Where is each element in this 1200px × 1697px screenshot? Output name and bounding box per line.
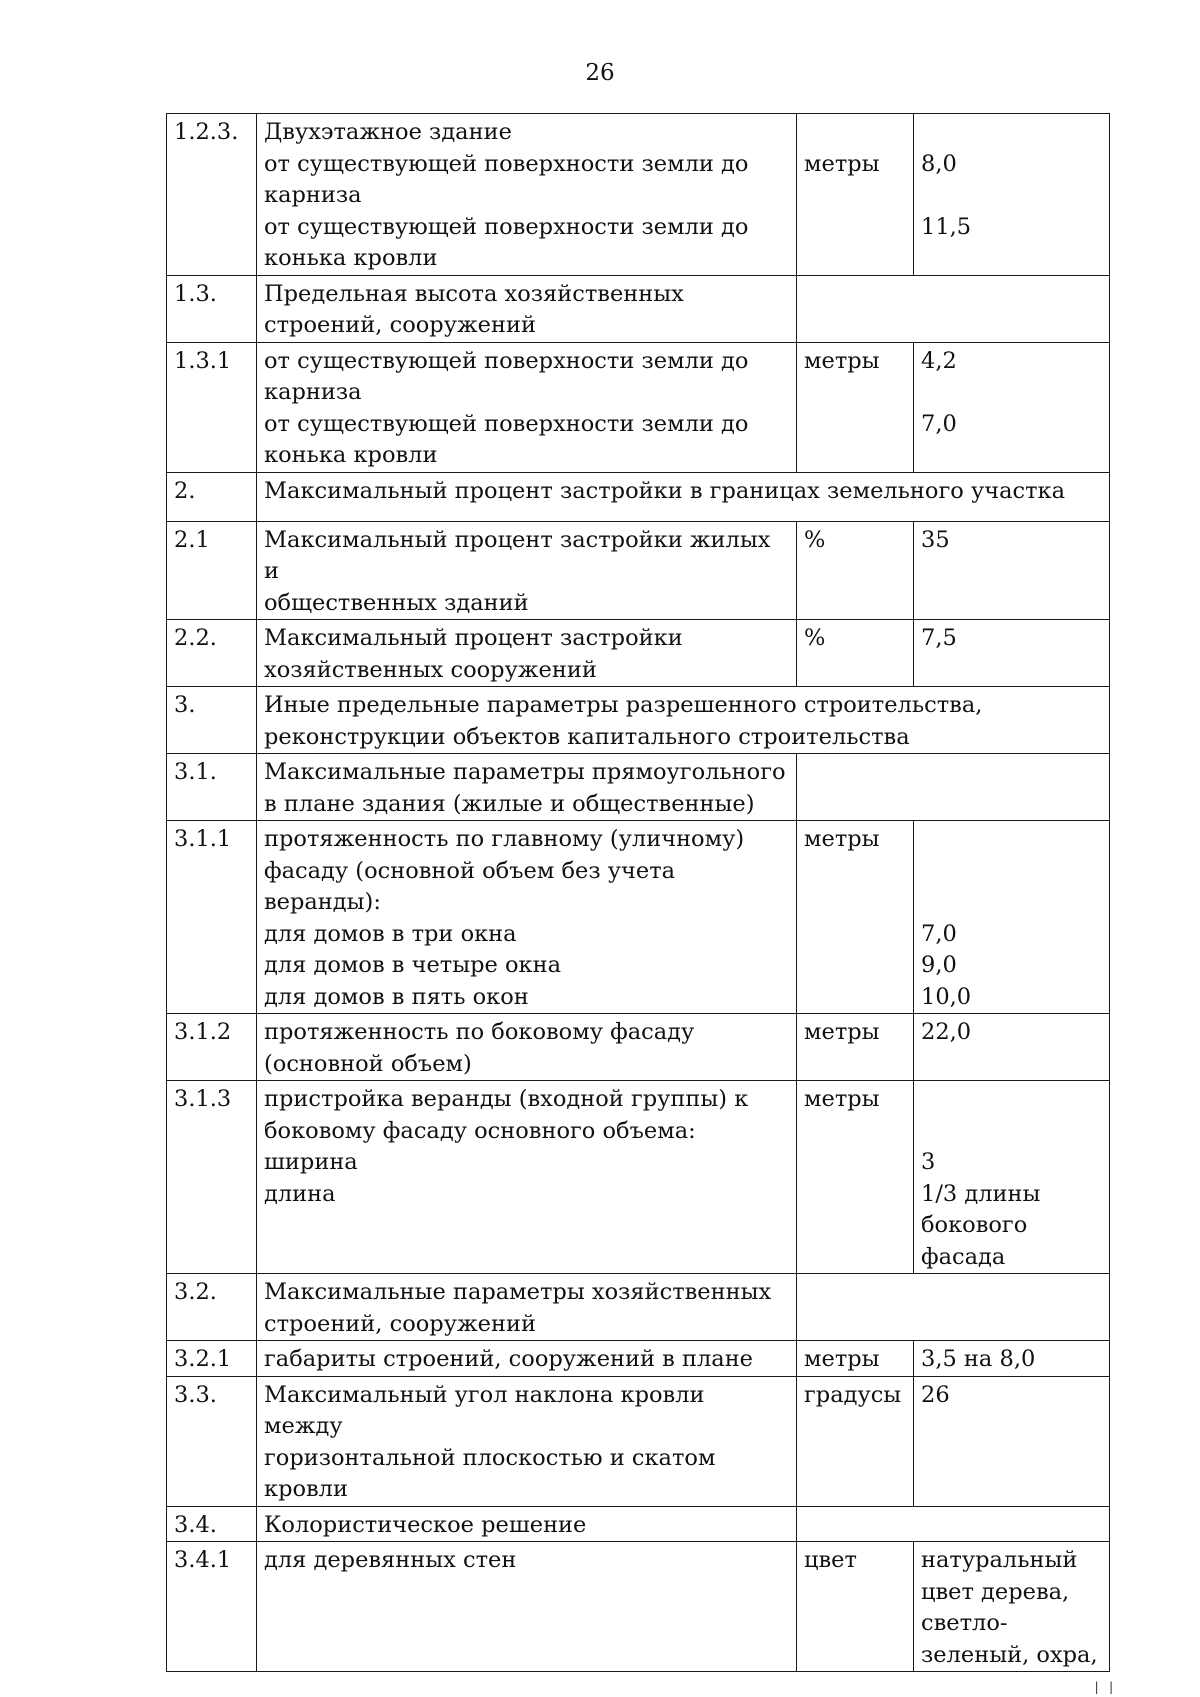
row-unit: цвет: [797, 1542, 914, 1672]
desc-line: Двухэтажное здание: [264, 119, 512, 145]
row-value: 7,5: [914, 620, 1110, 687]
row-number: 3.1.1: [167, 821, 257, 1014]
row-number: 3.3.: [167, 1376, 257, 1506]
row-description: [257, 1014, 797, 1081]
row-description: [257, 821, 797, 1014]
value-text: натуральный: [921, 1547, 1078, 1573]
row-description: для деревянных стен: [257, 1542, 797, 1672]
row-number: 3.4.1: [167, 1542, 257, 1672]
table-row: [167, 114, 1110, 276]
desc-line: в плане здания (жилые и общественные): [264, 790, 755, 817]
row-number: 1.3.1: [167, 342, 257, 472]
page-number: 26: [585, 60, 615, 86]
desc-line: для домов в четыре окна: [264, 952, 562, 978]
row-value: [914, 821, 1110, 1014]
table-row: [167, 1081, 1110, 1274]
desc-line: реконструкции объектов капитального строительства: [264, 723, 910, 750]
row-description: [257, 342, 797, 472]
desc-line: протяженность по главному (уличному): [264, 826, 745, 852]
table-row: [167, 687, 1110, 754]
desc-line: хозяйственных сооружений: [264, 656, 597, 683]
row-unit: %: [797, 521, 914, 620]
desc-line: карниза: [264, 182, 362, 208]
row-empty-cell: [797, 1274, 1110, 1341]
parameters-table: [166, 113, 1110, 1672]
desc-line: пристройка веранды (входной группы) к: [264, 1086, 749, 1112]
desc-line: веранды):: [264, 889, 381, 915]
value-text: 11,5: [921, 213, 972, 240]
value-text: зеленый, охра,: [921, 1641, 1098, 1668]
section-heading: [257, 687, 1110, 754]
value-text: бокового: [921, 1212, 1028, 1238]
desc-line: длина: [264, 1180, 336, 1207]
table-row: [167, 1014, 1110, 1081]
scan-artifact-mark: | |: [1093, 1680, 1115, 1694]
desc-line: Иные предельные параметры разрешенного строительства,: [264, 692, 983, 718]
row-unit: метры: [797, 821, 914, 1014]
value-text: 9,0: [921, 952, 957, 978]
table-row: [167, 754, 1110, 821]
value-text: цвет дерева,: [921, 1578, 1070, 1605]
row-description: габариты строений, сооружений в плане: [257, 1341, 797, 1377]
desc-line: строений, сооружений: [264, 1310, 536, 1337]
row-value: 3,5 на 8,0: [914, 1341, 1110, 1377]
desc-line: от существующей поверхности земли до: [264, 213, 749, 240]
table-row: [167, 342, 1110, 472]
table-row: [167, 821, 1110, 1014]
desc-line: Максимальные параметры хозяйственных: [264, 1279, 772, 1305]
desc-line: ширина: [264, 1149, 358, 1175]
row-number: 3.4.: [167, 1506, 257, 1542]
row-unit: градусы: [797, 1376, 914, 1506]
row-description: Колористическое решение: [257, 1506, 797, 1542]
row-unit: [797, 114, 914, 276]
value-text: 7,0: [921, 410, 957, 437]
table-row: [167, 620, 1110, 687]
table-row: [167, 1506, 1110, 1542]
table-row: [167, 1376, 1110, 1506]
desc-line: Предельная высота хозяйственных: [264, 280, 684, 307]
row-value: [914, 1081, 1110, 1274]
desc-line: для домов в пять окон: [264, 983, 529, 1010]
row-description: [257, 1274, 797, 1341]
desc-line: протяженность по боковому фасаду: [264, 1019, 695, 1045]
row-value: [914, 114, 1110, 276]
row-number: 1.3.: [167, 275, 257, 342]
desc-line: Максимальный процент застройки: [264, 625, 683, 651]
row-unit: метры: [797, 342, 914, 472]
row-description: [257, 754, 797, 821]
desc-line: от существующей поверхности земли до: [264, 410, 749, 437]
section-heading: Максимальный процент застройки в границах земельного участка: [257, 472, 1110, 521]
row-number: 1.2.3.: [167, 114, 257, 276]
desc-line: кровли: [264, 1476, 348, 1502]
row-empty-cell: [797, 1506, 1110, 1542]
desc-line: Максимальный процент застройки жилых и: [264, 526, 771, 584]
row-description: [257, 114, 797, 276]
row-description: [257, 1081, 797, 1274]
value-text: светло-: [921, 1610, 1008, 1636]
row-number: 3.1.: [167, 754, 257, 821]
table-row: [167, 521, 1110, 620]
row-number: 2.2.: [167, 620, 257, 687]
row-unit: метры: [797, 1081, 914, 1274]
desc-line: карниза: [264, 379, 362, 405]
table-row: [167, 1341, 1110, 1377]
row-empty-cell: [797, 275, 1110, 342]
desc-line: горизонтальной плоскостью и скатом: [264, 1444, 716, 1471]
row-description: [257, 620, 797, 687]
value-text: 8,0: [921, 150, 957, 177]
table-row: [167, 1274, 1110, 1341]
row-description: [257, 275, 797, 342]
desc-line: от существующей поверхности земли до: [264, 347, 749, 374]
row-empty-cell: [797, 754, 1110, 821]
row-value: 26: [914, 1376, 1110, 1506]
value-text: 7,0: [921, 920, 957, 947]
row-number: 3.: [167, 687, 257, 754]
row-unit: %: [797, 620, 914, 687]
table-row: [167, 472, 1110, 521]
row-unit: метры: [797, 1341, 914, 1377]
row-value: [914, 342, 1110, 472]
desc-line: строений, сооружений: [264, 312, 536, 338]
row-number: 2.: [167, 472, 257, 521]
desc-line: Максимальные параметры прямоугольного: [264, 759, 786, 785]
value-text: 4,2: [921, 347, 957, 374]
row-description: [257, 1376, 797, 1506]
table-row: [167, 1542, 1110, 1672]
desc-line: боковому фасаду основного объема:: [264, 1117, 696, 1144]
value-text: 3: [921, 1149, 936, 1175]
value-text: 10,0: [921, 983, 972, 1010]
desc-line: фасаду (основной объем без учета: [264, 857, 676, 884]
desc-line: от существующей поверхности земли до: [264, 150, 749, 177]
row-number: 3.2.1: [167, 1341, 257, 1377]
table-row: [167, 275, 1110, 342]
row-number: 3.1.2: [167, 1014, 257, 1081]
desc-line: конька кровли: [264, 442, 438, 468]
row-value: 22,0: [914, 1014, 1110, 1081]
desc-line: конька кровли: [264, 245, 438, 271]
value-text: фасада: [921, 1243, 1006, 1270]
desc-line: общественных зданий: [264, 589, 529, 616]
row-value: 35: [914, 521, 1110, 620]
desc-line: Максимальный угол наклона кровли между: [264, 1381, 705, 1439]
row-unit: метры: [797, 1014, 914, 1081]
row-number: 3.1.3: [167, 1081, 257, 1274]
desc-line: для домов в три окна: [264, 920, 517, 947]
desc-line: (основной объем): [264, 1050, 472, 1077]
value-text: 1/3 длины: [921, 1180, 1041, 1207]
row-description: [257, 521, 797, 620]
unit-text: метры: [804, 150, 880, 177]
row-number: 3.2.: [167, 1274, 257, 1341]
row-value: [914, 1542, 1110, 1672]
row-number: 2.1: [167, 521, 257, 620]
